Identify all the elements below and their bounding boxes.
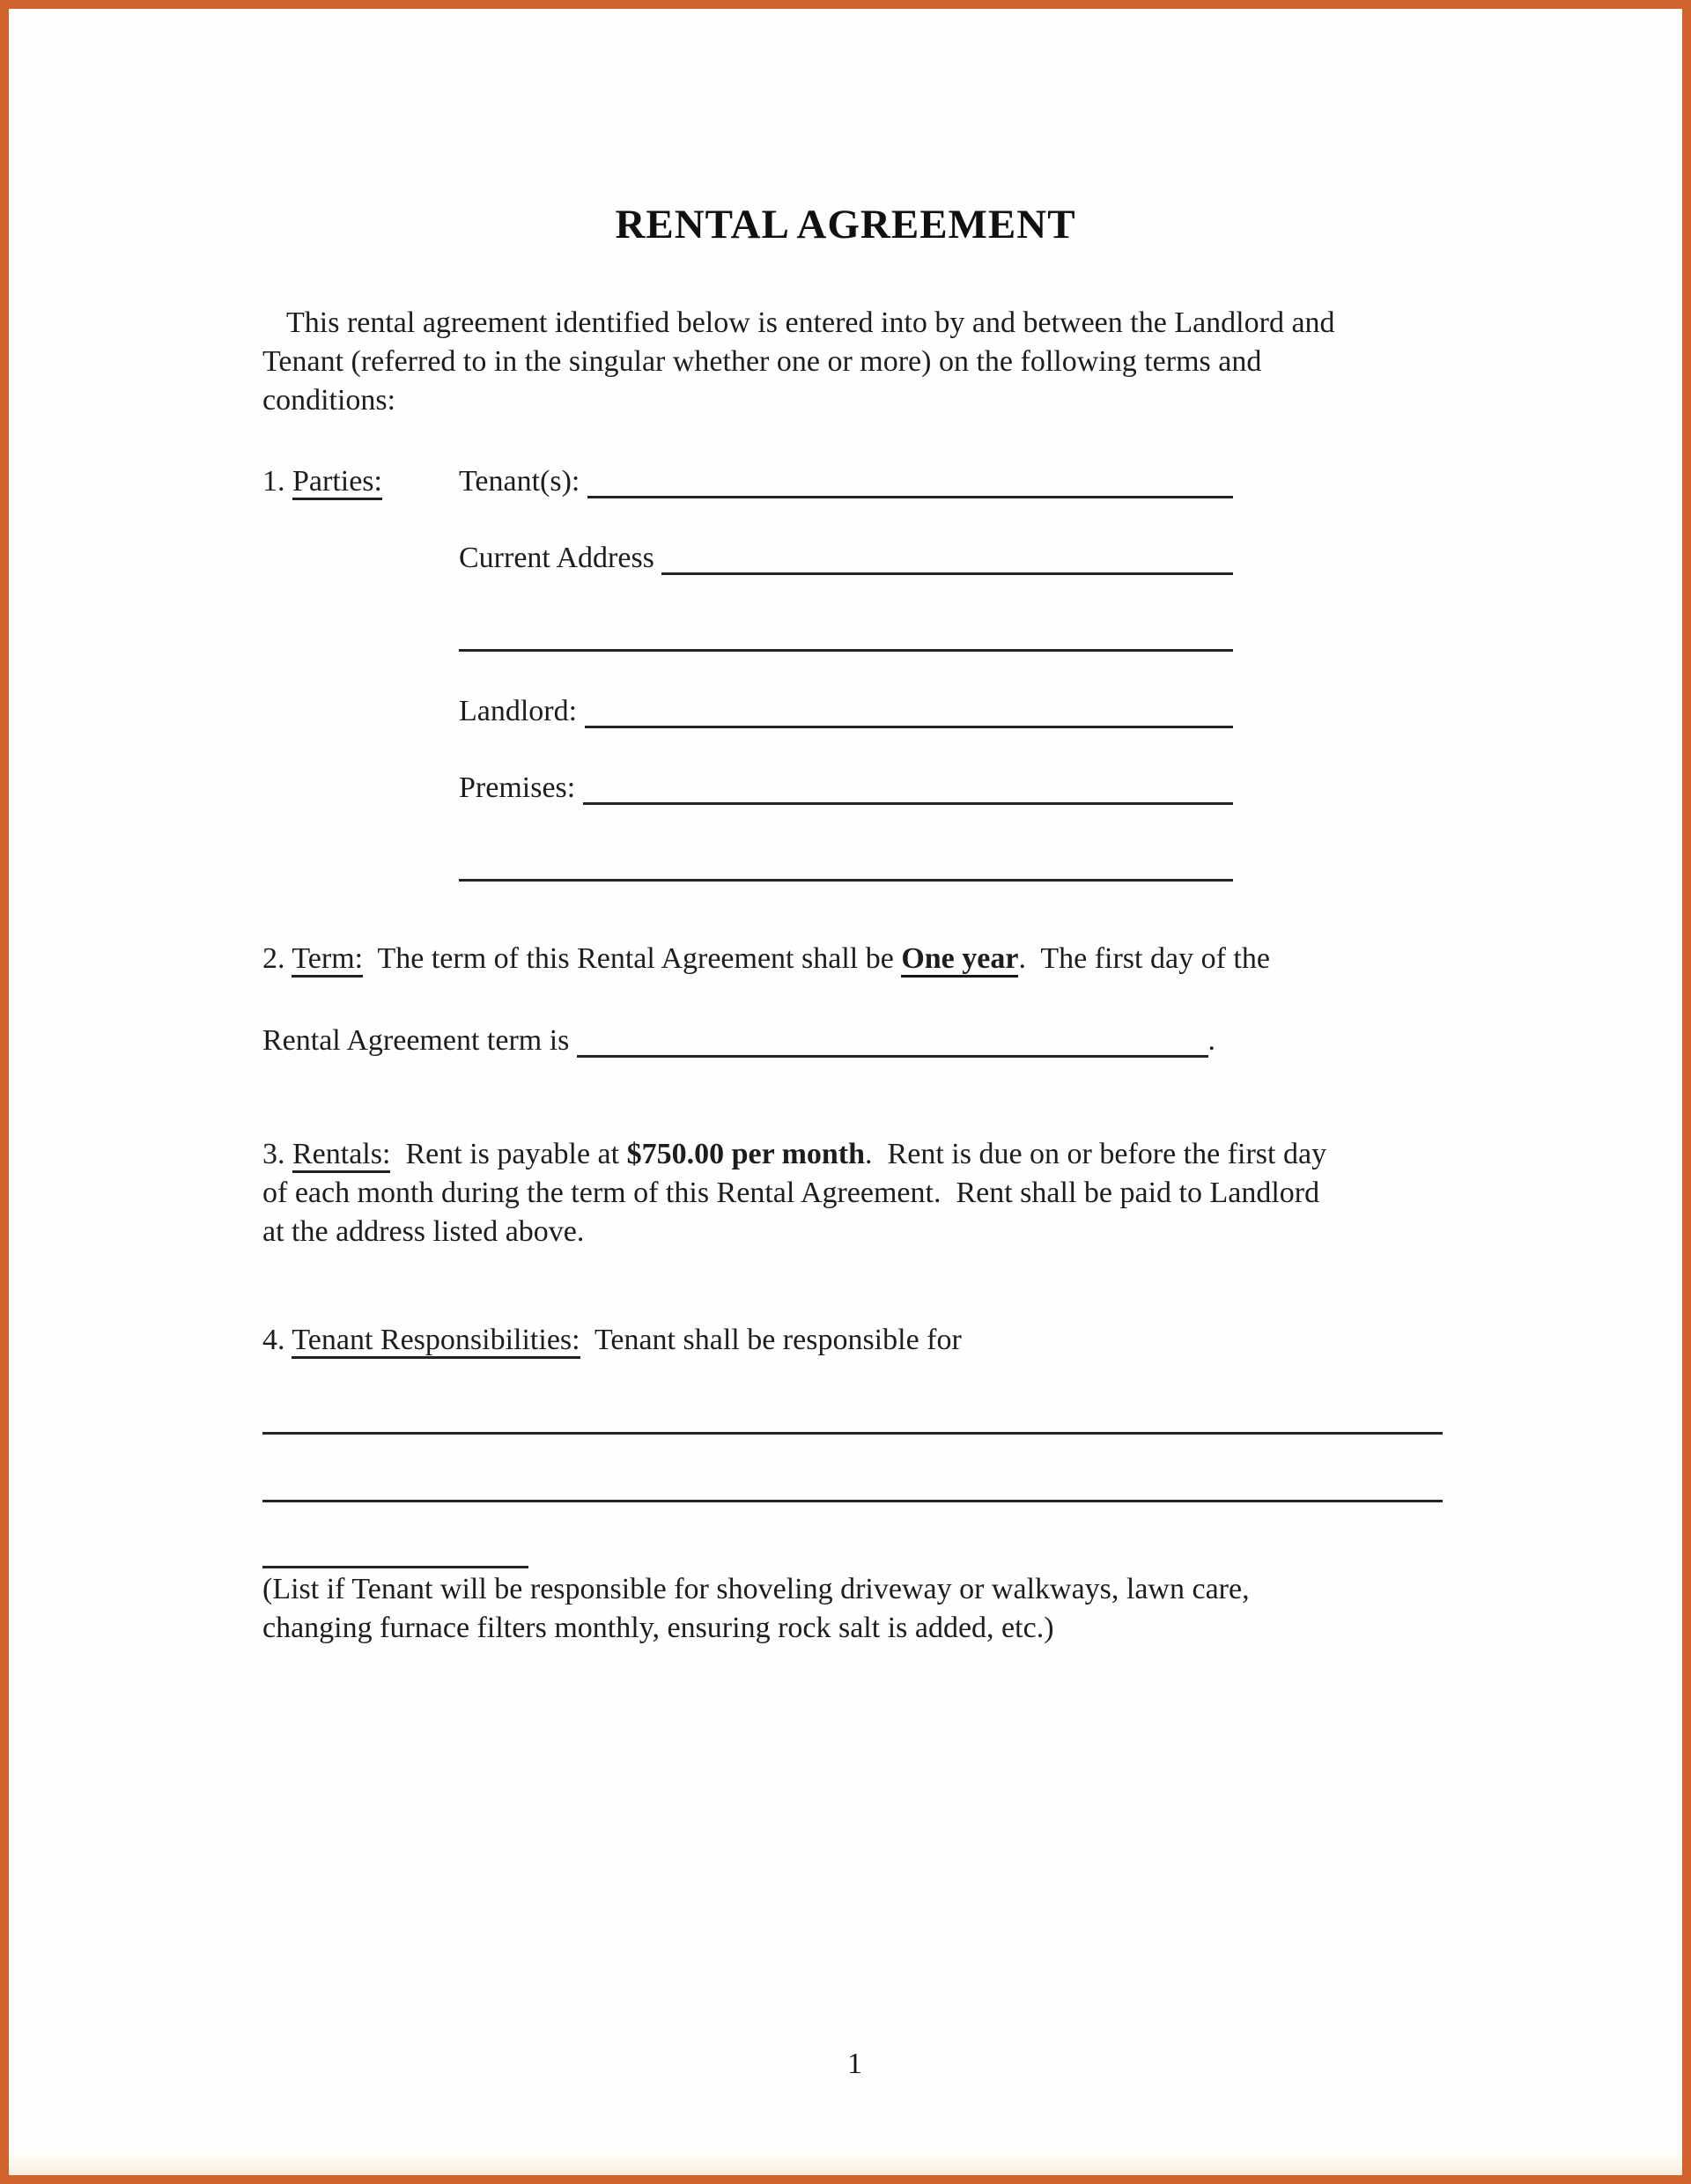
field-label-current-address: Current Address	[459, 542, 662, 574]
parties-heading-label: Parties:	[292, 465, 382, 500]
note-line-1: (List if Tenant will be responsible for shoveling driveway or walkways, lawn care,	[262, 1573, 1250, 1605]
field-row-current-address	[459, 539, 1233, 616]
term-date-fill-in-line	[577, 1022, 1208, 1058]
premises-continued-fill-in-line	[459, 845, 1233, 882]
rentals-section-number: 3.	[262, 1138, 292, 1170]
responsibility-fill-in-line-3	[262, 1566, 528, 1568]
section-parties	[262, 462, 1233, 922]
term-date-row	[262, 1022, 1215, 1060]
field-row-address-continued	[459, 616, 1233, 692]
field-row-premises-continued	[459, 845, 1233, 922]
responsibilities-sentence: Tenant shall be responsible for	[580, 1324, 962, 1356]
page-number: 1	[847, 2048, 862, 2080]
field-row-premises	[459, 769, 1233, 845]
term-sentence-after: . The first day of the	[1018, 942, 1270, 975]
term-section-number: 2.	[262, 942, 292, 975]
rentals-line-2: of each month during the term of this Rental Agreement. Rent shall be paid to Landlord	[262, 1177, 1320, 1209]
rent-amount: $750.00 per month	[626, 1138, 866, 1170]
note-line-2: changing furnace filters monthly, ensuring rock salt is added, etc.)	[262, 1612, 1054, 1644]
responsibility-fill-in-line-1	[262, 1432, 1443, 1435]
section-term	[262, 940, 1495, 978]
term-date-period: .	[1207, 1024, 1215, 1057]
rentals-line-1	[262, 1135, 1451, 1174]
term-value: One year	[901, 942, 1018, 978]
premises-fill-in-line	[583, 769, 1233, 805]
current-address-fill-in-line	[661, 539, 1233, 575]
landlord-fill-in-line	[585, 692, 1233, 728]
responsibility-fill-in-line-2	[262, 1500, 1443, 1502]
term-heading-label: Term:	[292, 942, 363, 978]
intro-line-1: This rental agreement identified below is entered into by and between the Landlord and	[286, 306, 1335, 339]
intro-paragraph	[262, 304, 1451, 420]
field-label-tenants: Tenant(s):	[459, 465, 587, 498]
field-label-landlord: Landlord:	[459, 695, 585, 727]
parties-fields	[459, 462, 1233, 922]
intro-line-3: conditions:	[262, 384, 396, 417]
section-responsibilities	[262, 1321, 1495, 1360]
parties-section-number: 1.	[262, 465, 292, 498]
tenants-fill-in-line	[587, 462, 1233, 498]
section-rentals	[262, 1135, 1451, 1251]
field-row-tenants	[459, 462, 1233, 539]
rentals-heading-label: Rentals:	[292, 1138, 390, 1173]
term-sentence-before: The term of this Rental Agreement shall be	[363, 942, 902, 975]
field-label-premises: Premises:	[459, 771, 583, 804]
responsibilities-note	[262, 1570, 1451, 1648]
address-continued-fill-in-line	[459, 616, 1233, 652]
term-date-label: Rental Agreement term is	[262, 1024, 577, 1057]
responsibilities-section-number: 4.	[262, 1324, 292, 1356]
rentals-sentence-after: . Rent is due on or before the first day	[865, 1138, 1327, 1170]
responsibilities-heading-label: Tenant Responsibilities:	[292, 1324, 580, 1359]
intro-line-2: Tenant (referred to in the singular whether one or more) on the following terms and	[262, 345, 1262, 378]
parties-heading	[262, 462, 382, 501]
rentals-line-3: at the address listed above.	[262, 1215, 585, 1248]
page-title: RENTAL AGREEMENT	[615, 202, 1076, 247]
field-row-landlord	[459, 692, 1233, 769]
rentals-sentence-before: Rent is payable at	[390, 1138, 627, 1170]
